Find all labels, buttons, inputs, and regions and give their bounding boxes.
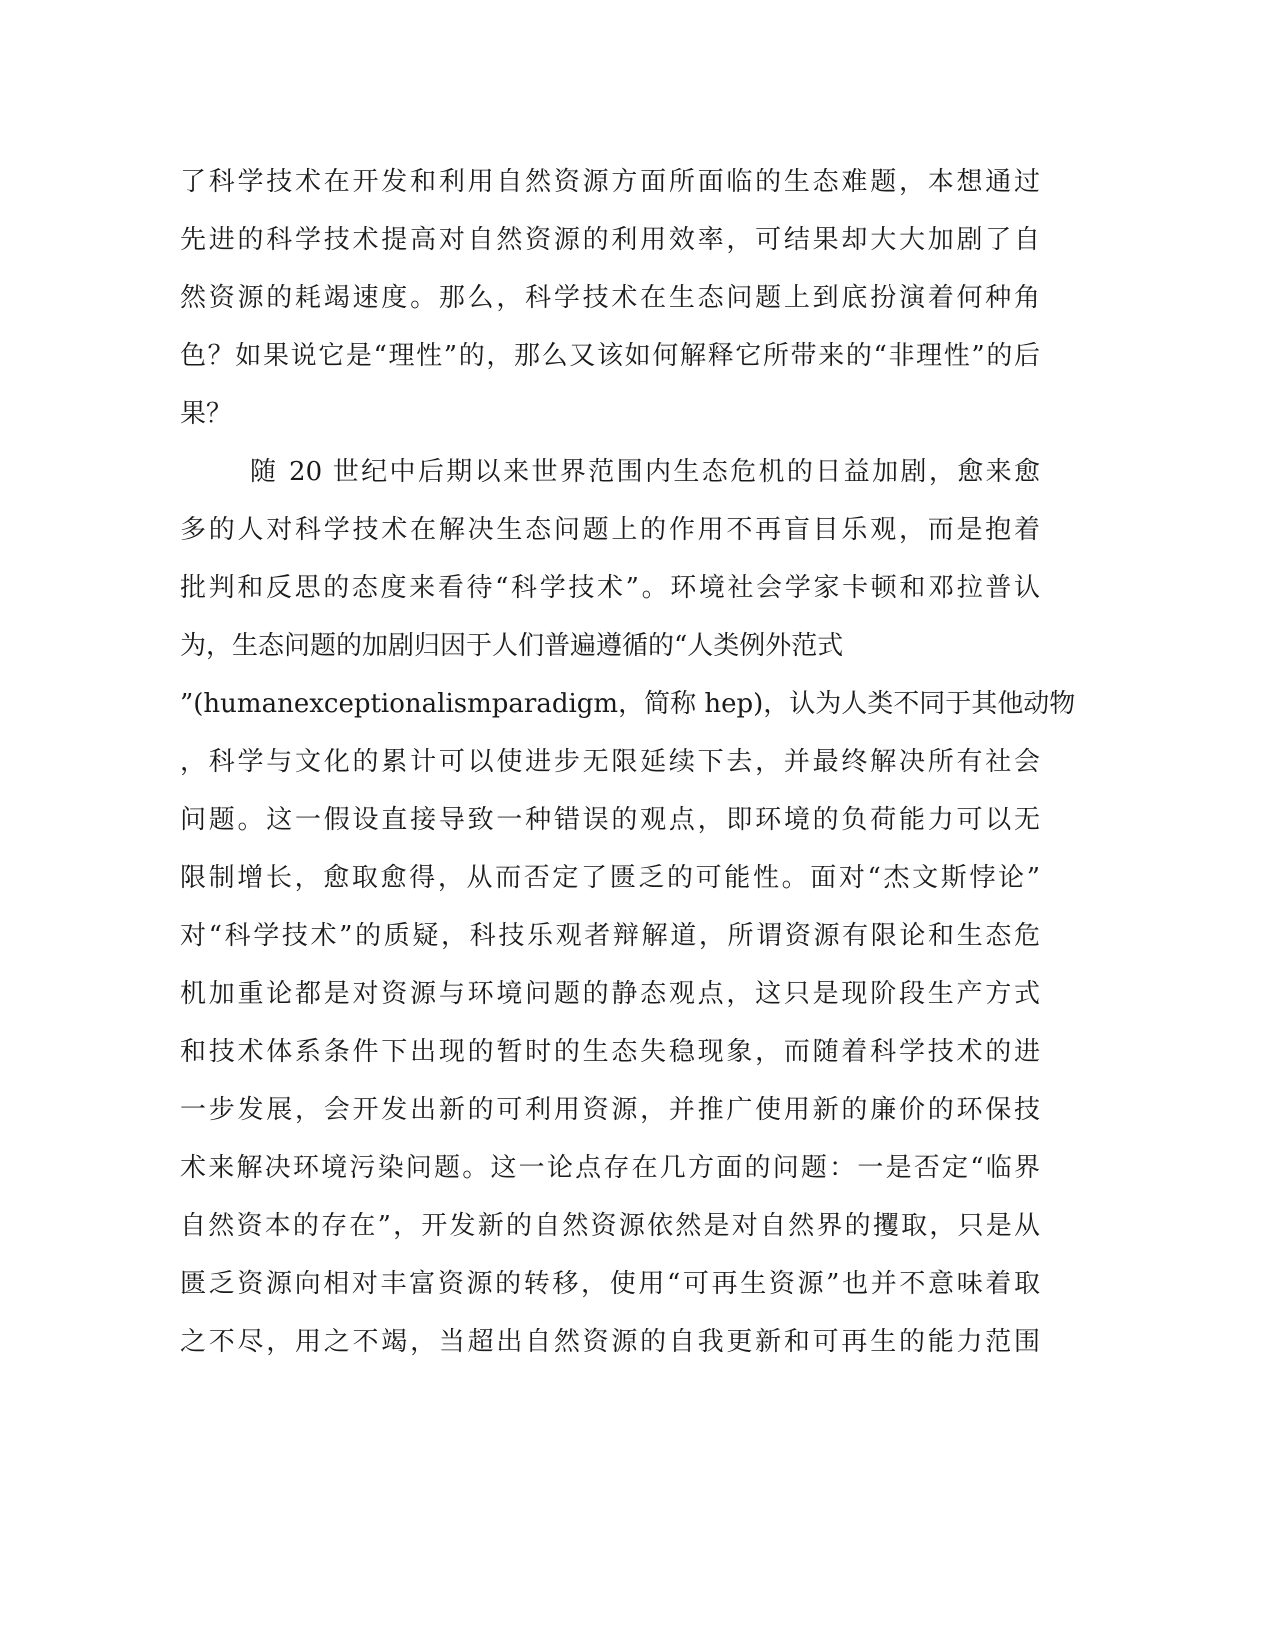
paragraph-2-line-6: ，科学与文化的累计可以使进步无限延续下去，并最终解决所有社会 bbox=[180, 747, 1040, 777]
paragraph-2-line-11: 和技术体系条件下出现的暂时的生态失稳现象，而随着科学技术的进 bbox=[180, 1037, 1040, 1067]
paragraph-2-line-9: 对“科学技术”的质疑，科技乐观者辩解道，所谓资源有限论和生态危 bbox=[180, 921, 1040, 951]
paragraph-2-line-10: 机加重论都是对资源与环境问题的静态观点，这只是现阶段生产方式 bbox=[180, 979, 1040, 1009]
paragraph-2-line-5: ”(humanexceptionalismparadigm，简称 hep)，认为人类不同于其他动物 bbox=[180, 689, 1076, 719]
paragraph-2-line-7: 问题。这一假设直接导致一种错误的观点，即环境的负荷能力可以无 bbox=[180, 805, 1040, 835]
paragraph-2-line-3: 批判和反思的态度来看待“科学技术”。环境社会学家卡顿和邓拉普认 bbox=[180, 573, 1040, 603]
paragraph-2-line-12: 一步发展，会开发出新的可利用资源，并推广使用新的廉价的环保技 bbox=[180, 1095, 1040, 1125]
paragraph-2-line-14: 自然资本的存在”，开发新的自然资源依然是对自然界的攫取，只是从 bbox=[180, 1211, 1040, 1241]
paragraph-1-line-3: 然资源的耗竭速度。那么，科学技术在生态问题上到底扮演着何种角 bbox=[180, 283, 1040, 313]
paragraph-2-line-2: 多的人对科学技术在解决生态问题上的作用不再盲目乐观，而是抱着 bbox=[180, 515, 1040, 545]
paragraph-1-line-5: 果？ bbox=[180, 399, 233, 429]
paragraph-2-line-15: 匮乏资源向相对丰富资源的转移，使用“可再生资源”也并不意味着取 bbox=[180, 1269, 1040, 1299]
paragraph-2-line-8: 限制增长，愈取愈得，从而否定了匮乏的可能性。面对“杰文斯悖论” bbox=[180, 863, 1040, 893]
paragraph-1-line-1: 了科学技术在开发和利用自然资源方面所面临的生态难题，本想通过 bbox=[180, 167, 1040, 197]
paragraph-2-line-1: 随 20 世纪中后期以来世界范围内生态危机的日益加剧，愈来愈 bbox=[250, 457, 1040, 487]
paragraph-2-line-13: 术来解决环境污染问题。这一论点存在几方面的问题：一是否定“临界 bbox=[180, 1153, 1040, 1183]
paragraph-2-line-16: 之不尽，用之不竭，当超出自然资源的自我更新和可再生的能力范围 bbox=[180, 1327, 1040, 1357]
paragraph-2-line-4: 为，生态问题的加剧归因于人们普遍遵循的“人类例外范式 bbox=[180, 631, 844, 661]
paragraph-1-line-4: 色？如果说它是“理性”的，那么又该如何解释它所带来的“非理性”的后 bbox=[180, 341, 1040, 371]
paragraph-1-line-2: 先进的科学技术提高对自然资源的利用效率，可结果却大大加剧了自 bbox=[180, 225, 1040, 255]
